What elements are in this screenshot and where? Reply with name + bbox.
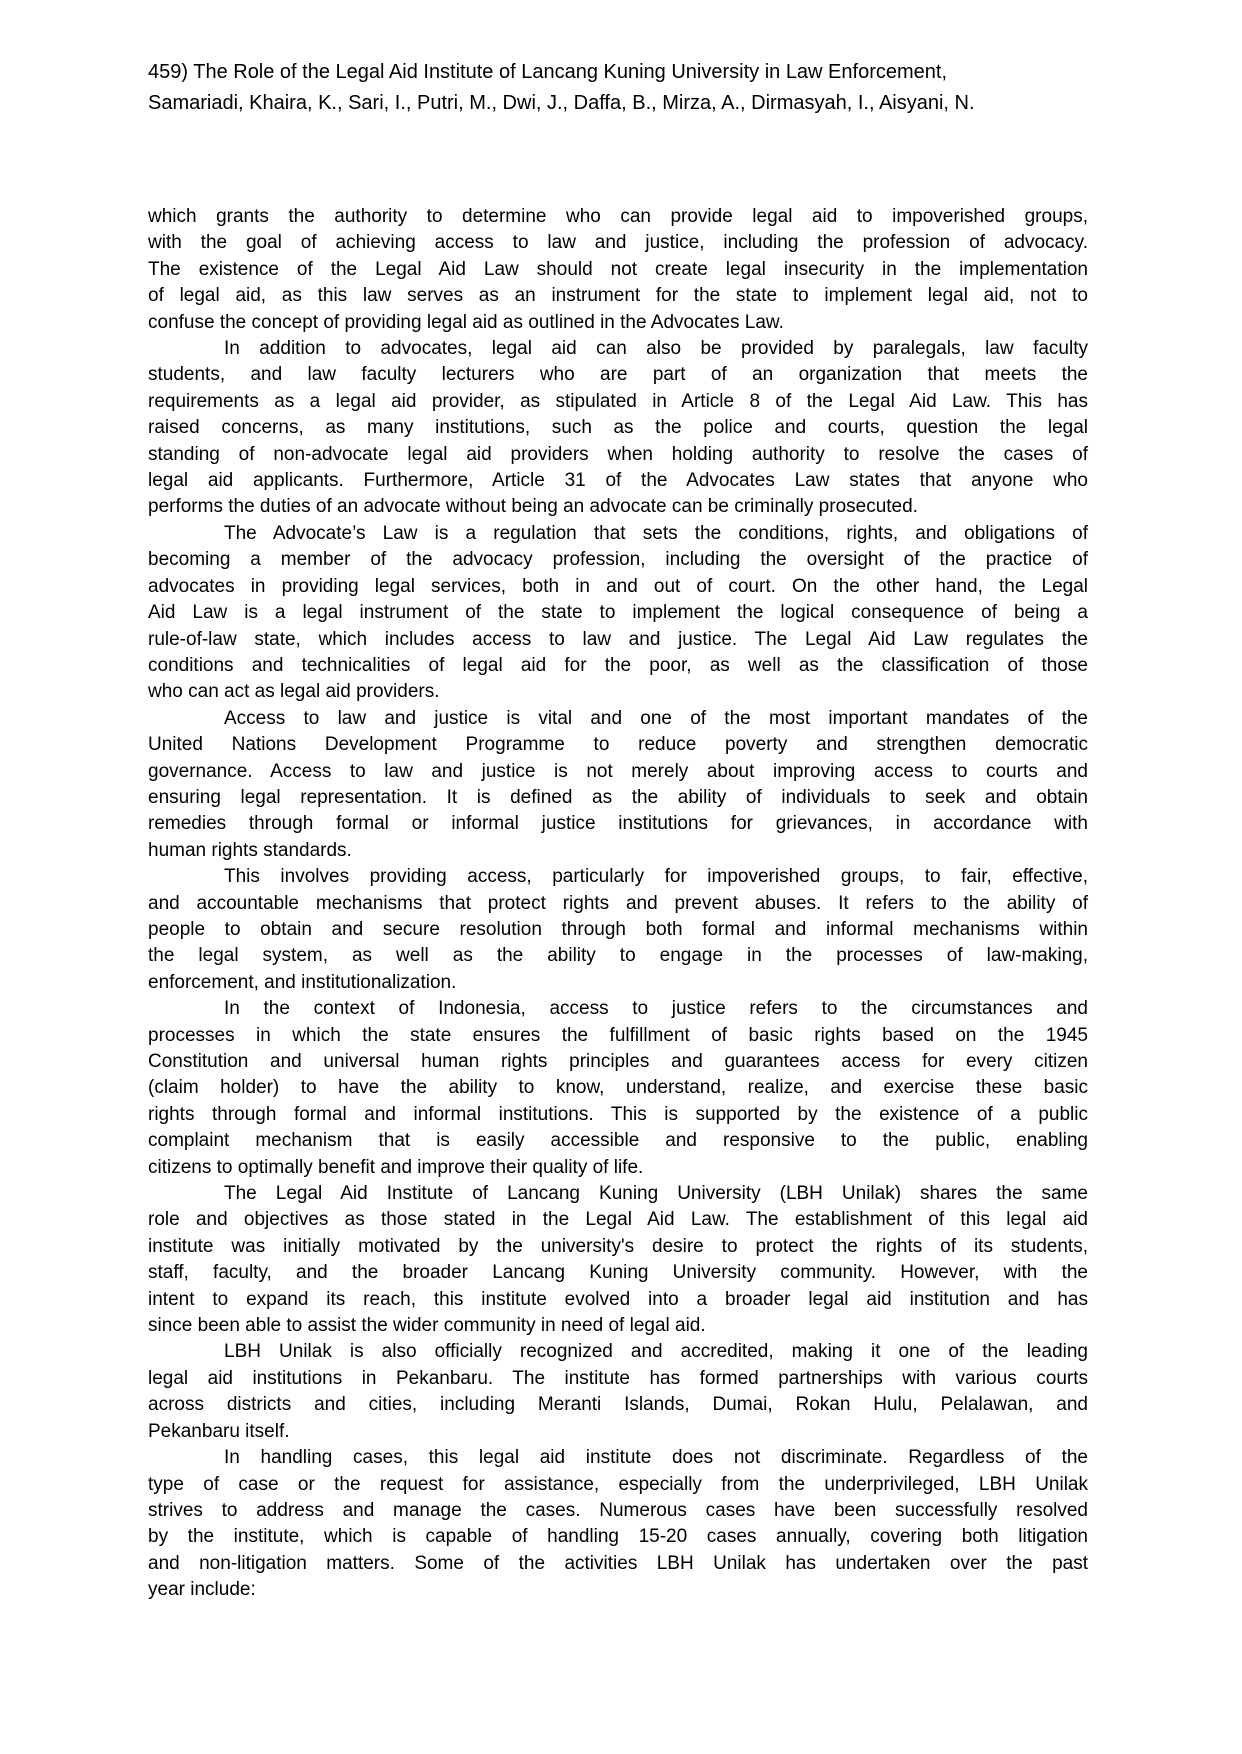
text-line: standing of non-advocate legal aid providers when holding authority to resolve the cases of bbox=[148, 443, 1088, 465]
text-line: students, and law faculty lecturers who are part of an organization that meets the bbox=[148, 364, 1088, 386]
text-line: (claim holder) to have the ability to know, understand, realize, and exercise these basic bbox=[148, 1077, 1088, 1099]
text-line: intent to expand its reach, this institute evolved into a broader legal aid institution and has bbox=[148, 1288, 1088, 1310]
text-line: performs the duties of an advocate without being an advocate can be criminally prosecuted. bbox=[148, 496, 918, 518]
text-line: role and objectives as those stated in the Legal Aid Law. The establishment of this legal aid bbox=[148, 1209, 1088, 1231]
text-line: which grants the authority to determine who can provide legal aid to impoverished groups, bbox=[148, 206, 1088, 227]
text-line: The existence of the Legal Aid Law should not create legal insecurity in the implementation bbox=[148, 258, 1088, 280]
text-line: human rights standards. bbox=[148, 839, 352, 861]
text-line: remedies through formal or informal justice institutions for grievances, in accordance with bbox=[148, 813, 1088, 835]
header-line: Samariadi, Khaira, K., Sari, I., Putri, M., Dwi, J., Daffa, B., Mirza, A., Dirmasyah, I., Aisyani, N. bbox=[148, 92, 975, 114]
text-line: staff, faculty, and the broader Lancang Kuning University community. However, with the bbox=[148, 1262, 1088, 1284]
text-line: Constitution and universal human rights principles and guarantees access for every citizen bbox=[148, 1051, 1088, 1072]
text-line: governance. Access to law and justice is not merely about improving access to courts and bbox=[148, 760, 1088, 782]
text-line: citizens to optimally benefit and improve their quality of life. bbox=[148, 1156, 644, 1178]
text-line: institute was initially motivated by the university's desire to protect the rights of its students, bbox=[148, 1235, 1088, 1257]
text-line: requirements as a legal aid provider, as stipulated in Article 8 of the Legal Aid Law. This has bbox=[148, 390, 1088, 412]
text-line: type of case or the request for assistance, especially from the underprivileged, LBH Unilak bbox=[148, 1473, 1088, 1495]
text-line: who can act as legal aid providers. bbox=[148, 681, 440, 703]
text-line: people to obtain and secure resolution through both formal and informal mechanisms within bbox=[148, 918, 1088, 940]
text-line: by the institute, which is capable of handling 15-20 cases annually, covering both litigation bbox=[148, 1526, 1088, 1548]
text-line: year include: bbox=[148, 1579, 256, 1601]
text-line: In addition to advocates, legal aid can also be provided by paralegals, law faculty bbox=[224, 338, 1088, 360]
text-line: with the goal of achieving access to law and justice, including the profession of advocacy. bbox=[148, 232, 1088, 254]
text-line: since been able to assist the wider community in need of legal aid. bbox=[148, 1315, 706, 1337]
paragraph bbox=[148, 204, 1088, 336]
paragraph bbox=[148, 336, 1088, 521]
text-line: and accountable mechanisms that protect rights and prevent abuses. It refers to the ability of bbox=[148, 892, 1088, 914]
paragraph bbox=[148, 1181, 1088, 1339]
paragraph bbox=[148, 1445, 1088, 1603]
text-line: ensuring legal representation. It is defined as the ability of individuals to seek and obtain bbox=[148, 786, 1088, 808]
text-line: and non-litigation matters. Some of the activities LBH Unilak has undertaken over the past bbox=[148, 1552, 1088, 1574]
text-line: processes in which the state ensures the fulfillment of basic rights based on the 1945 bbox=[148, 1024, 1088, 1046]
paragraph bbox=[148, 864, 1088, 996]
text-line: conditions and technicalities of legal aid for the poor, as well as the classification of those bbox=[148, 654, 1088, 676]
page-header bbox=[148, 57, 1108, 119]
text-line: In the context of Indonesia, access to justice refers to the circumstances and bbox=[224, 998, 1088, 1020]
document-body bbox=[148, 204, 1088, 1604]
text-line: legal aid applicants. Furthermore, Article 31 of the Advocates Law states that anyone who bbox=[148, 470, 1088, 492]
text-line: raised concerns, as many institutions, such as the police and courts, question the legal bbox=[148, 417, 1088, 439]
text-line: becoming a member of the advocacy profession, including the oversight of the practice of bbox=[148, 549, 1088, 571]
text-line: legal aid institutions in Pekanbaru. The institute has formed partnerships with various courts bbox=[148, 1367, 1088, 1389]
text-line: rule-of-law state, which includes access to law and justice. The Legal Aid Law regulates the bbox=[148, 628, 1088, 650]
text-line: confuse the concept of providing legal aid as outlined in the Advocates Law. bbox=[148, 311, 784, 333]
text-line: across districts and cities, including Meranti Islands, Dumai, Rokan Hulu, Pelalawan, and bbox=[148, 1394, 1088, 1416]
paragraph bbox=[148, 521, 1088, 706]
paragraph bbox=[148, 1339, 1088, 1445]
text-line: the legal system, as well as the ability to engage in the processes of law-making, bbox=[148, 945, 1088, 967]
text-line: The Legal Aid Institute of Lancang Kuning University (LBH Unilak) shares the same bbox=[224, 1183, 1088, 1205]
text-line: This involves providing access, particularly for impoverished groups, to fair, effective, bbox=[224, 866, 1088, 888]
text-line: Access to law and justice is vital and one of the most important mandates of the bbox=[224, 707, 1088, 729]
text-line: In handling cases, this legal aid institute does not discriminate. Regardless of the bbox=[224, 1447, 1088, 1469]
text-line: enforcement, and institutionalization. bbox=[148, 971, 457, 993]
text-line: LBH Unilak is also officially recognized and accredited, making it one of the leading bbox=[224, 1341, 1088, 1363]
text-line: The Advocate’s Law is a regulation that sets the conditions, rights, and obligations of bbox=[224, 522, 1088, 544]
text-line: United Nations Development Programme to reduce poverty and strengthen democratic bbox=[148, 734, 1088, 756]
paragraph bbox=[148, 996, 1088, 1181]
text-line: advocates in providing legal services, both in and out of court. On the other hand, the Legal bbox=[148, 575, 1088, 597]
text-line: strives to address and manage the cases. Numerous cases have been successfully resolved bbox=[148, 1499, 1088, 1521]
text-line: of legal aid, as this law serves as an instrument for the state to implement legal aid, not to bbox=[148, 285, 1088, 307]
text-line: complaint mechanism that is easily accessible and responsive to the public, enabling bbox=[148, 1130, 1088, 1152]
paragraph bbox=[148, 706, 1088, 864]
header-line: 459) The Role of the Legal Aid Institute of Lancang Kuning University in Law Enforcement, bbox=[148, 61, 948, 83]
text-line: rights through formal and informal institutions. This is supported by the existence of a public bbox=[148, 1103, 1088, 1125]
text-line: Aid Law is a legal instrument of the state to implement the logical consequence of being a bbox=[148, 602, 1088, 624]
text-line: Pekanbaru itself. bbox=[148, 1420, 290, 1442]
